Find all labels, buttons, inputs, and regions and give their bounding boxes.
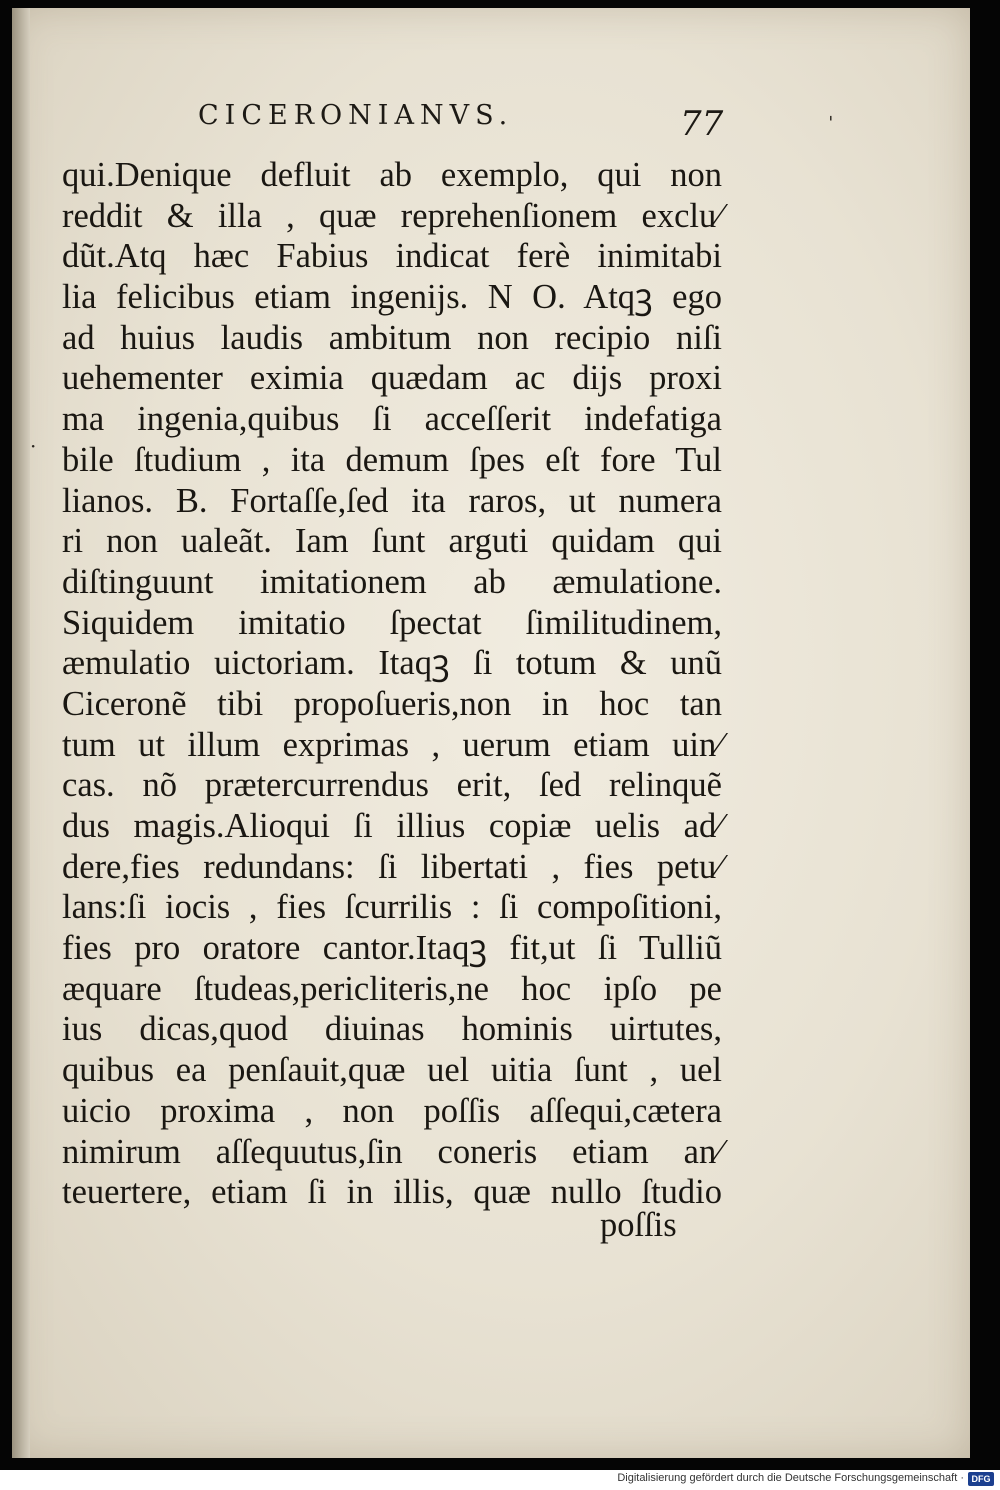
text-line: lianos. B. Fortaſſe,ſed ita raros, ut numera <box>62 481 722 520</box>
text-line: uehementer eximia quædam ac dijs proxi <box>62 359 722 398</box>
text-line: lia felicibus etiam ingenijs. N O. Atqꝫ ego <box>62 278 722 317</box>
ink-mark: · <box>30 434 37 458</box>
funding-credit: Digitalisierung gefördert durch die Deutsche Forschungsgemeinschaft · <box>617 1472 964 1484</box>
text-line: lans:ſi iocis , fies ſcurrilis : ſi compoſitioni, <box>62 888 722 927</box>
ink-mark: ˈ <box>828 112 834 136</box>
page-gutter <box>12 8 30 1458</box>
text-line: fies pro oratore cantor.Itaqꝫ fit,ut ſi Tulliũ <box>62 929 722 968</box>
body-text <box>62 155 722 1213</box>
footer-bar <box>0 1470 1000 1490</box>
folio-number: 77 <box>680 104 724 144</box>
text-line: ma ingenia,quibus ſi acceſſerit indefatiga <box>62 400 722 439</box>
text-line: cas. nõ prætercurrendus erit, ſed relinquẽ <box>62 766 722 805</box>
text-line: diſtinguunt imitationem ab æmulatione. <box>62 562 722 601</box>
text-line: uicio proxima , non poſſis aſſequi,cætera <box>62 1091 722 1130</box>
text-line: dere,fies redundans: ſi libertati , fies petu⁄ <box>62 847 722 886</box>
text-line: teuertere, etiam ſi in illis, quæ nullo ſtudio <box>62 1173 722 1212</box>
catchword: poſſis <box>600 1206 677 1244</box>
text-line: ius dicas,quod diuinas hominis uirtutes, <box>62 1010 722 1049</box>
dfg-logo: DFG <box>968 1472 994 1486</box>
text-line: tum ut illum exprimas , uerum etiam uin⁄ <box>62 725 722 764</box>
text-line: æquare ſtudeas,pericliteris,ne hoc ipſo pe <box>62 969 722 1008</box>
text-line: æmulatio uictoriam. Itaqꝫ ſi totum & unũ <box>62 644 722 683</box>
text-line: ri non ualeãt. Iam ſunt arguti quidam qui <box>62 522 722 561</box>
text-line: reddit & illa , quæ reprehenſionem exclu⁄ <box>62 196 722 235</box>
text-line: Ciceronẽ tibi propoſueris,non in hoc tan <box>62 684 722 723</box>
text-line: bile ſtudium , ita demum ſpes eſt fore Tul <box>62 440 722 479</box>
text-line: dus magis.Alioqui ſi illius copiæ uelis ad⁄ <box>62 807 722 845</box>
text-line: Siquidem imitatio ſpectat ſimilitudinem, <box>62 603 722 642</box>
running-head: CICERONIANVS. <box>198 100 514 131</box>
text-line: ad huius laudis ambitum non recipio niſi <box>62 318 722 357</box>
text-line: dũt.Atq hæc Fabius indicat ferè inimitabi <box>62 237 722 276</box>
text-line: nimirum aſſequutus,ſin coneris etiam an⁄ <box>62 1132 722 1171</box>
text-line: quibus ea penſauit,quæ uel uitia ſunt , uel <box>62 1051 722 1090</box>
text-line: qui.Denique defluit ab exemplo, qui non <box>62 156 722 194</box>
